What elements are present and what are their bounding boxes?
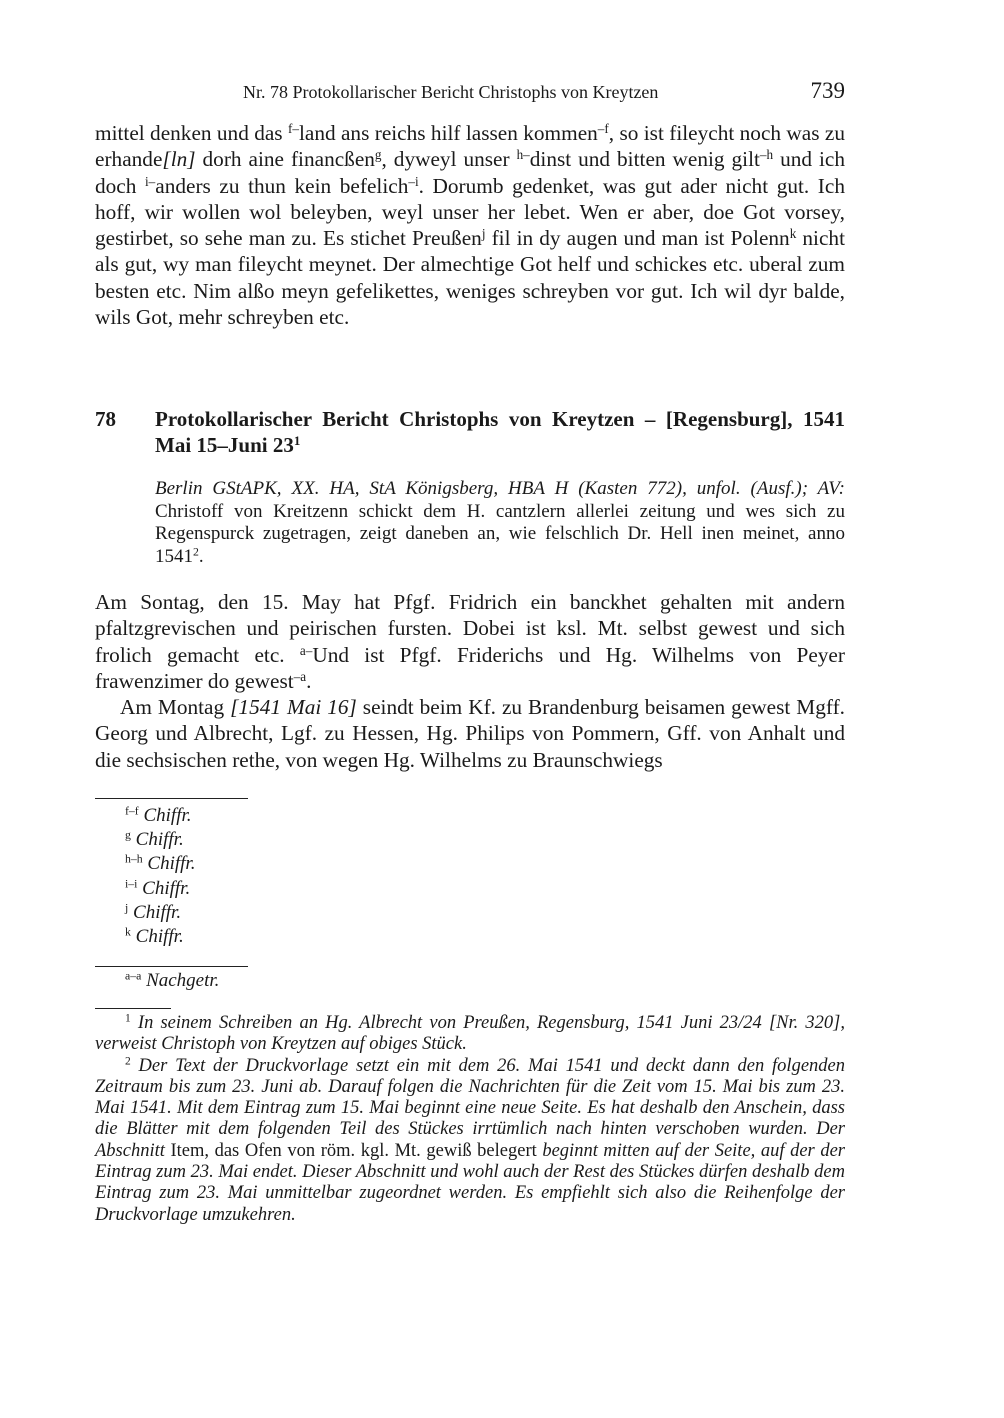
note-item [125, 828, 195, 852]
text-run: Der Text der Druckvorlage setzt ein mit dem 26. Mai 1541 und deckt dann den folgenden Zeitraum bis zum 23. Juni ab. Darauf folgen die Nachrichten für die Zeit vom 15. Mai bis zum 23. Mai 1541. Mit dem Eintrag zum 15. Mai beginnt eine neue Seite. Es hat deshalb den Anschein, dass die Blätter mit dem folgenden Teil des Stückes irrtümlich nach hinten verschoben wurden. Der Abschnitt [95, 1055, 845, 1161]
note-marker: j [125, 901, 129, 915]
text-run: Christoff von Kreitzenn schickt dem H. cantzlern allerlei zeitung und wes sich zu Regenspurck zugetragen, zeigt daneben an, wie felschlich Dr. Hell inen meinet, anno 1541 [155, 500, 845, 567]
text-run: Chiffr. [135, 926, 184, 948]
document-heading [95, 406, 845, 458]
note-marker: –i [408, 173, 419, 189]
footnote-divider [95, 1008, 171, 1009]
footnote-divider [95, 798, 248, 799]
footnotes [95, 1013, 845, 1226]
note-marker: k [789, 225, 797, 241]
document-title [155, 406, 845, 458]
text-run: Am Sontag, den 15. May hat Pfgf. Fridrich ein banckhet gehalten mit andern pfaltzgrevischen und peirischen fursten. Dobei ist ksl. Mt. selbst gewest und sich frolich gemacht etc. [95, 590, 845, 667]
note-marker: –f [597, 120, 609, 136]
text-run: Chiffr. [135, 829, 184, 851]
text-run: . [198, 545, 204, 567]
text-run: [1541 Mai 16] [230, 695, 357, 720]
note-item [95, 1013, 845, 1056]
note-marker: 2 [193, 545, 199, 559]
note-marker: f– [287, 120, 299, 136]
text-run: Chiffr. [143, 805, 192, 826]
text-run: dorh aine financßen [195, 147, 375, 172]
note-marker: 1 [293, 432, 301, 448]
text-run [131, 1056, 139, 1076]
textual-notes-2 [125, 969, 219, 993]
running-title: Nr. 78 Protokollarischer Bericht Christophs von Kreytzen [243, 82, 659, 102]
note-marker: a–a [125, 969, 142, 983]
text-run: . Dorumb gedenket, was gut ader nicht gut. Ich hoff, wir wollen wol beleyben, weyl unser her lebet. Wen er aber, doe Got vorsey, gestirbet, so sehe man zu. Es stichet Preußen [95, 173, 845, 251]
text-run: . [306, 668, 312, 693]
document-body [95, 589, 845, 773]
page-number: 739 [810, 78, 845, 103]
text-run: mittel denken und das [95, 121, 288, 145]
text-run: anders zu thun kein befelich [155, 173, 409, 198]
text-run: seindt beim Kf. zu Brandenburg beisamen gewest Mgff. Georg und Albrecht, Lgf. zu Hessen, Hg. Philips von Pommern, Gff. von Anhalt und die sechsischen rethe, von wegen Hg. Wilhelms zu Braunschwiegs [95, 695, 845, 772]
note-item [125, 804, 195, 828]
note-marker: a– [299, 642, 313, 658]
document-number: 78 [95, 407, 116, 431]
text-run [131, 1013, 138, 1033]
note-marker: 2 [125, 1055, 131, 1068]
paragraph-sunday [95, 589, 845, 694]
note-item [125, 901, 195, 925]
source-note [155, 478, 845, 568]
note-item [125, 969, 219, 993]
text-run: und ich doch [95, 147, 845, 198]
text-run: Chiffr. [147, 853, 196, 875]
text-run: Und ist Pfgf. Friderichs und Hg. Wilhelms von Peyer frawenzimer do gewest [95, 642, 845, 693]
textual-notes-1 [125, 804, 195, 949]
note-marker: –h [759, 147, 774, 163]
note-marker: i–i [125, 877, 138, 891]
note-item [125, 925, 195, 949]
note-item [125, 852, 195, 876]
text-run: Nachgetr. [146, 970, 220, 991]
note-marker: h– [516, 147, 530, 163]
note-marker: k [125, 925, 131, 939]
text-run: [ln] [162, 147, 196, 172]
text-run: nicht als gut, wy man fileycht meynet. Der almechtige Got helf und schickes etc. uberal zum besten etc. Nim alßo meyn gefelikettes, weniges schreyben vor gut. Ich wil dyr balde, wils Got, mehr schreyben etc. [95, 226, 845, 330]
note-item [95, 1056, 845, 1226]
note-marker: i– [144, 173, 156, 189]
note-marker: f–f [125, 804, 139, 818]
text-run: Item, das Ofen von röm. kgl. Mt. gewiß belegert [164, 1140, 543, 1161]
note-marker: g [374, 147, 382, 163]
note-item [125, 877, 195, 901]
text-run: , so ist fileycht noch was zu erhande [95, 121, 845, 172]
note-marker: 1 [125, 1012, 131, 1025]
paragraph-monday [95, 694, 845, 773]
text-run: In seinem Schreiben an Hg. Albrecht von Preußen, Regensburg, 1541 Juni 23/24 [Nr. 320], verweist Christoph von Kreytzen auf obiges Stück. [95, 1013, 846, 1055]
text-run: Chiffr. [133, 901, 182, 923]
footnote-divider [95, 966, 248, 967]
paragraph-continued [95, 120, 845, 330]
text-run: , dyweyl unser [381, 147, 517, 172]
note-marker: –a [293, 668, 307, 684]
text-run: beginnt mitten auf der Seite, auf der der Eintrag zum 23. Mai endet. Dieser Abschnitt und wohl auch der Rest des Stückes dürfen deshalb dem Eintrag zum 23. Mai unmittelbar zugeordnet werden. Es empfiehlt sich also die Reihenfolge der Druckvorlage umzukehren. [95, 1140, 846, 1225]
text-run: Protokollarischer Bericht Christophs von Kreytzen – [Regensburg], 1541 Mai 15–Juni 23 [155, 407, 845, 457]
text-run: fil in dy augen und man ist Polenn [485, 226, 790, 251]
text-run: Berlin GStAPK, XX. HA, StA Königsberg, HBA H (Kasten 772), unfol. (Ausf.); AV: [155, 478, 845, 499]
text-run: Chiffr. [142, 877, 191, 899]
note-marker: h–h [125, 852, 143, 866]
text-run: land ans reichs hilf lassen kommen [298, 121, 598, 145]
text-run: Am Montag [120, 695, 231, 720]
note-marker: j [481, 225, 486, 241]
note-marker: g [125, 828, 131, 842]
text-run: dinst und bitten wenig gilt [529, 147, 760, 172]
